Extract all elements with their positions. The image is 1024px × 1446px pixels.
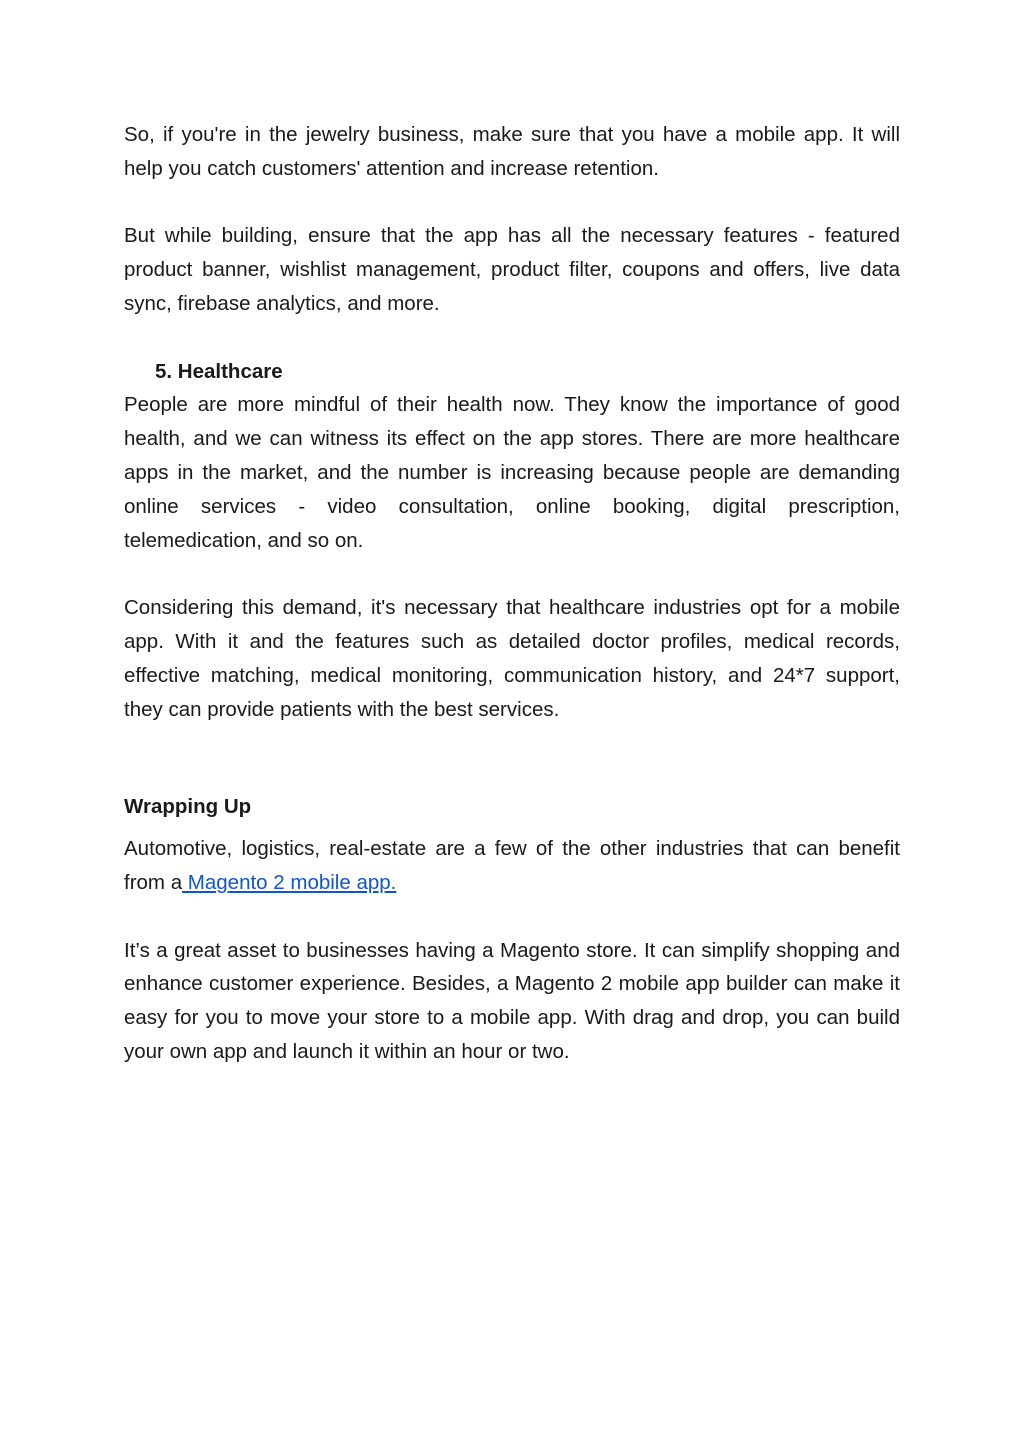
wrapping-paragraph-2: It’s a great asset to businesses having a Magento store. It can simplify shopping and enhance customer experience. Besides, a Magento 2 mobile app builder can make it easy for you to move your store to a mobile app. With drag and drop, you can build your own app and launch it within an hour or two. bbox=[124, 938, 900, 1063]
jewelry-paragraph-2: But while building, ensure that the app has all the necessary features - featured product banner, wishlist management, product filter, coupons and offers, live data sync, firebase analytics, and more. bbox=[124, 224, 900, 315]
healthcare-paragraph-2: Considering this demand, it's necessary that healthcare industries opt for a mobile app. With it and the features such as detailed doctor profiles, medical records, effective matching, medical monitoring, communication history, and 24*7 support, they can provide patients with the best services. bbox=[124, 596, 900, 721]
section-spacer bbox=[124, 726, 900, 790]
wrapping-up-heading: Wrapping Up bbox=[124, 795, 252, 819]
paragraph-spacer bbox=[124, 900, 900, 934]
paragraph-spacer bbox=[124, 557, 900, 591]
paragraph-spacer bbox=[124, 321, 900, 355]
wrapping-paragraph-1 bbox=[124, 832, 900, 900]
healthcare-paragraph-1: People are more mindful of their health now. They know the importance of good health, and we can witness its effect on the app stores. There are more healthcare apps in the market, and the number is increasing because people are demanding online services - video consultation, online booking, digital prescription, telemedication, and so on. bbox=[124, 393, 900, 552]
document-page bbox=[124, 118, 900, 1069]
jewelry-paragraph-1: So, if you're in the jewelry business, make sure that you have a mobile app. It will help you catch customers' attention and increase retention. bbox=[124, 123, 900, 180]
healthcare-heading: 5. Healthcare bbox=[155, 359, 283, 383]
paragraph-spacer bbox=[124, 186, 900, 220]
wrapping-paragraph-1-text: Automotive, logistics, real-estate are a few of the other industries that can benefit from a bbox=[124, 837, 900, 894]
magento-app-link[interactable]: Magento 2 mobile app. bbox=[182, 870, 397, 894]
